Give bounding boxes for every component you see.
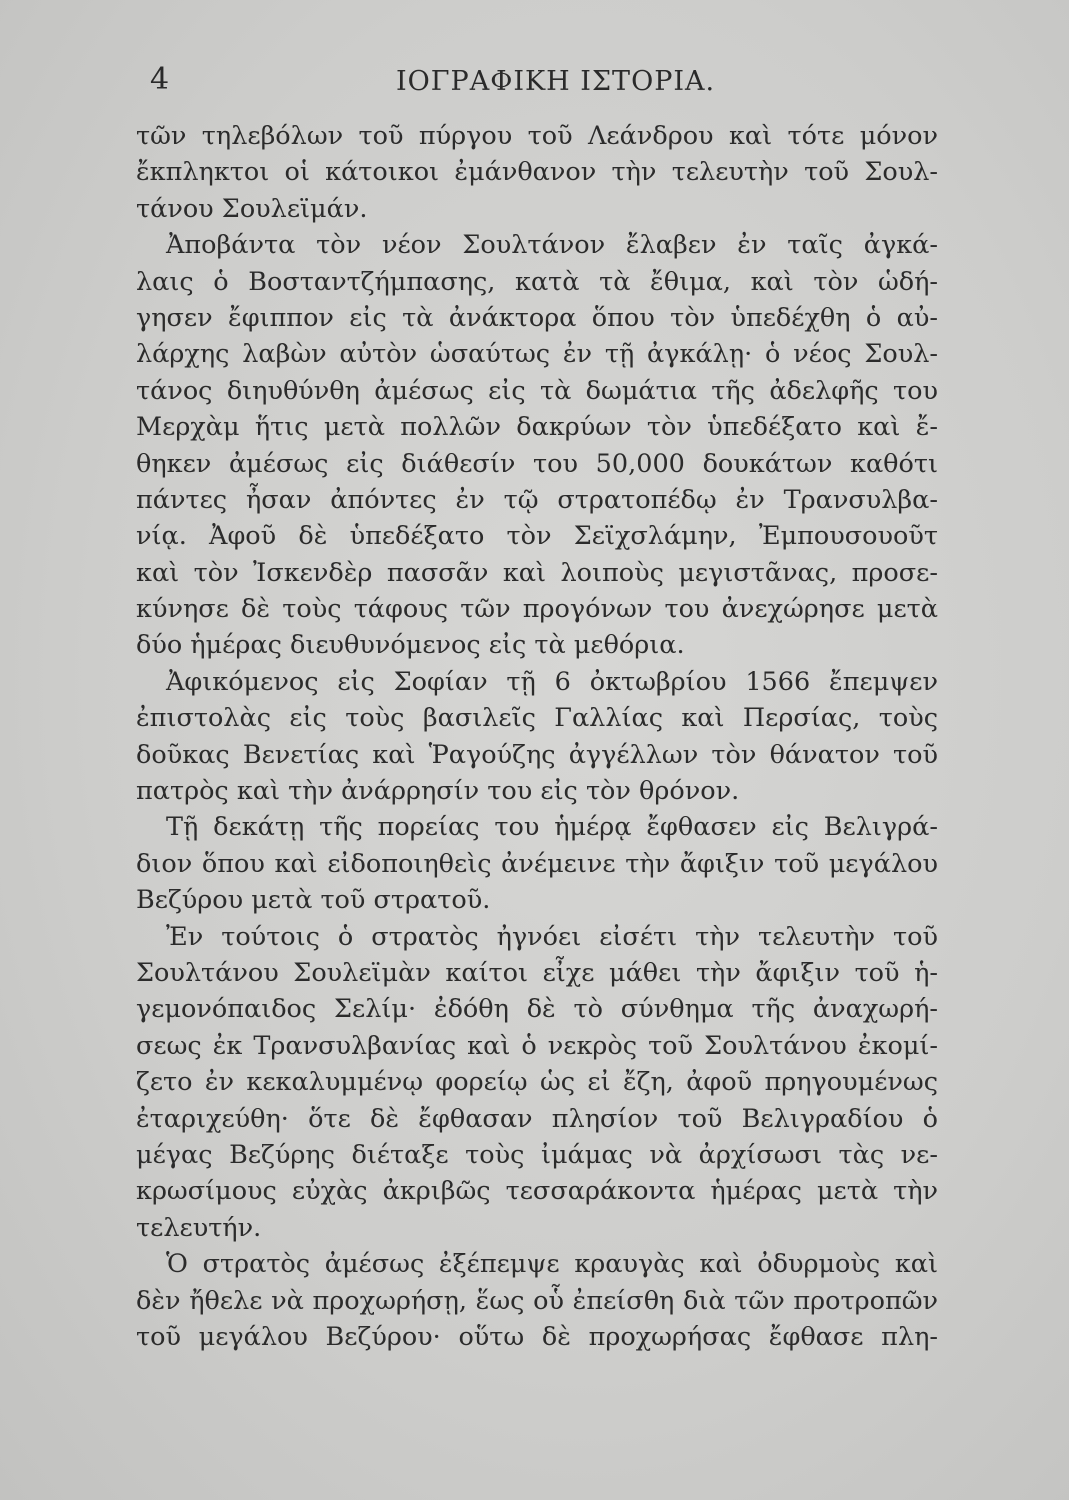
- text-line: δὲν ἤθελε νὰ προχωρήσῃ, ἕως οὗ ἐπείσθη διὰ τῶν προτροπῶν: [136, 1285, 938, 1316]
- text-line: σεως ἐκ Τρανσυλβανίας καὶ ὁ νεκρὸς τοῦ Σουλτάνου ἐκομί-: [136, 1030, 938, 1061]
- text-line: ἐπιστολὰς εἰς τοὺς βασιλεῖς Γαλλίας καὶ Περσίας, τοὺς: [136, 703, 938, 734]
- paragraph-start-line: Ἀφικόμενος εἰς Σοφίαν τῇ 6 ὀκτωβρίου 1566 ἔπεμψεν: [166, 666, 938, 697]
- running-title: ΙΟΓΡΑΦΙΚΗ ΙΣΤΟΡΙΑ.: [396, 66, 716, 97]
- page-number: 4: [150, 62, 170, 97]
- text-line: ζετο ἐν κεκαλυμμένῳ φορείῳ ὡς εἰ ἔζη, ἀφοῦ πρηγουμένως: [136, 1067, 938, 1098]
- text-line: θηκεν ἀμέσως εἰς διάθεσίν του 50,000 δουκάτων καθότι: [136, 448, 938, 479]
- paragraph-start-line: Ἀποβάντα τὸν νέον Σουλτάνον ἔλαβεν ἐν ταῖς ἀγκά-: [166, 230, 938, 261]
- text-line: ἐταριχεύθη· ὅτε δὲ ἔφθασαν πλησίον τοῦ Βελιγραδίου ὁ: [136, 1103, 938, 1134]
- text-line: ἔκπληκτοι οἱ κάτοικοι ἐμάνθανον τὴν τελευτὴν τοῦ Σουλ-: [136, 157, 938, 188]
- paragraph-start-line: Ὁ στρατὸς ἀμέσως ἐξέπεμψε κραυγὰς καὶ ὀδυρμοὺς καὶ: [166, 1249, 938, 1280]
- text-line: λάρχης λαβὼν αὐτὸν ὡσαύτως ἐν τῇ ἀγκάλῃ· ὁ νέος Σουλ-: [136, 339, 938, 370]
- text-line: τῶν τηλεβόλων τοῦ πύργου τοῦ Λεάνδρου καὶ τότε μόνον: [136, 121, 938, 151]
- text-line: Βεζύρου μετὰ τοῦ στρατοῦ.: [136, 885, 491, 916]
- text-line: πάντες ἦσαν ἀπόντες ἐν τῷ στρατοπέδῳ ἐν Τρανσυλβα-: [136, 484, 938, 515]
- paragraph-start-line: Τῇ δεκάτῃ τῆς πορείας του ἡμέρᾳ ἔφθασεν εἰς Βελιγρά-: [166, 812, 938, 843]
- text-line: διον ὅπου καὶ εἰδοποιηθεὶς ἀνέμεινε τὴν ἄφιξιν τοῦ μεγάλου: [136, 848, 938, 879]
- text-line: τελευτήν.: [136, 1212, 262, 1243]
- text-line: κρωσίμους εὐχὰς ἀκριβῶς τεσσαράκοντα ἡμέρας μετὰ τὴν: [136, 1176, 938, 1207]
- text-line: λαις ὁ Βοσταντζήμπασης, κατὰ τὰ ἔθιμα, καὶ τὸν ὡδή-: [136, 266, 938, 297]
- text-line: μέγας Βεζύρης διέταξε τοὺς ἰμάμας νὰ ἀρχίσωσι τὰς νε-: [136, 1139, 938, 1170]
- text-line: τοῦ μεγάλου Βεζύρου· οὕτω δὲ προχωρήσας ἔφθασε πλη-: [136, 1321, 938, 1352]
- text-line: δοῦκας Βενετίας καὶ Ῥαγούζης ἀγγέλλων τὸν θάνατον τοῦ: [136, 739, 938, 770]
- text-line: Σουλτάνου Σουλεϊμὰν καίτοι εἶχε μάθει τὴν ἄφιξιν τοῦ ἡ-: [136, 957, 938, 988]
- text-line: Μερχὰμ ἥτις μετὰ πολλῶν δακρύων τὸν ὑπεδέξατο καὶ ἔ-: [136, 412, 938, 443]
- text-line: νίᾳ. Ἀφοῦ δὲ ὑπεδέξατο τὸν Σεϊχσλάμην, Ἐμπουσουοῦτ: [136, 521, 938, 552]
- text-line: γησεν ἔφιππον εἰς τὰ ἀνάκτορα ὅπου τὸν ὑπεδέχθη ὁ αὐ-: [136, 302, 938, 333]
- body-text: [136, 118, 938, 1355]
- text-line: πατρὸς καὶ τὴν ἀνάρρησίν του εἰς τὸν θρόνον.: [136, 776, 740, 807]
- paragraph-start-line: Ἐν τούτοις ὁ στρατὸς ἠγνόει εἰσέτι τὴν τελευτὴν τοῦ: [166, 921, 938, 952]
- text-line: γεμονόπαιδος Σελίμ· ἐδόθη δὲ τὸ σύνθημα τῆς ἀναχωρή-: [136, 994, 938, 1025]
- text-line: κύνησε δὲ τοὺς τάφους τῶν προγόνων του ἀνεχώρησε μετὰ: [136, 594, 938, 625]
- text-line: καὶ τὸν Ἰσκενδὲρ πασσᾶν καὶ λοιποὺς μεγιστᾶνας, προσε-: [136, 557, 938, 588]
- text-line: τάνος διηυθύνθη ἀμέσως εἰς τὰ δωμάτια τῆς ἀδελφῆς του: [136, 375, 938, 406]
- text-line: τάνου Σουλεϊμάν.: [136, 193, 368, 224]
- text-line: δύο ἡμέρας διευθυνόμενος εἰς τὰ μεθόρια.: [136, 630, 685, 661]
- page-header: [148, 62, 938, 102]
